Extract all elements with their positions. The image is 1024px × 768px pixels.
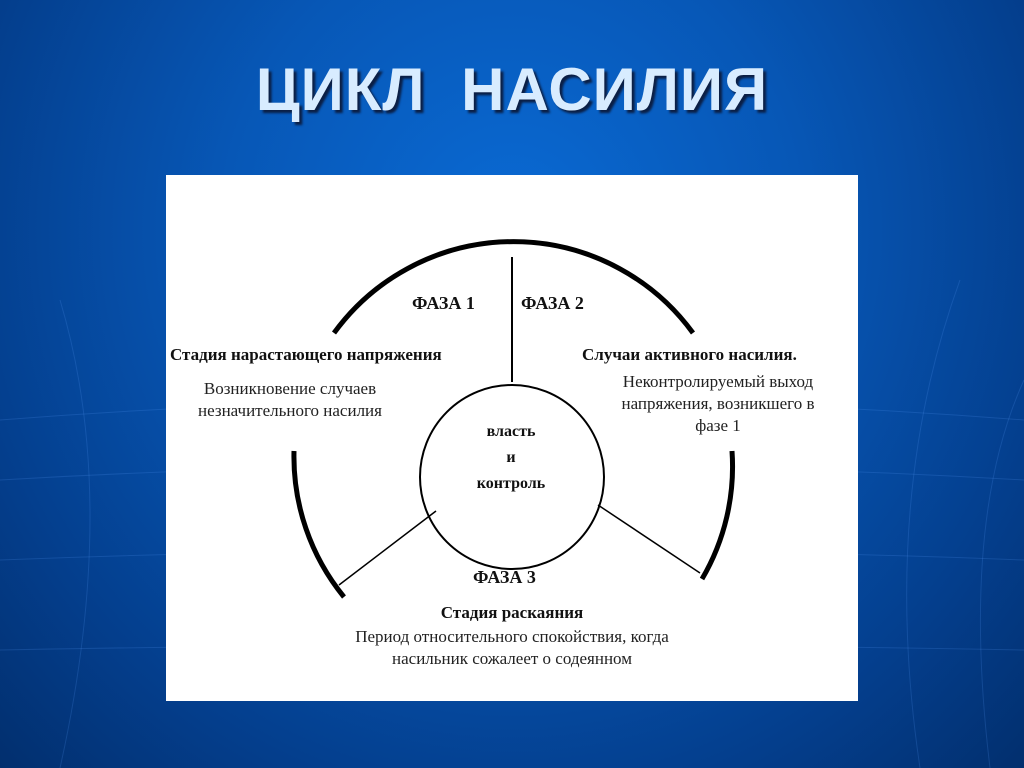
phase2-description [586,371,850,437]
phase1-desc-line1: Возникновение случаев [203,379,377,398]
phase1-label: ФАЗА 1 [412,293,475,313]
phase1-description [166,378,414,422]
phase3-description [166,626,858,670]
outer-arc-right [702,451,733,579]
center-label [441,419,581,497]
center-label-line2: и [506,449,516,466]
divider-left [339,511,436,585]
slide-title: ЦИКЛ НАСИЛИЯ [255,56,769,123]
phase3-desc-line2: насильник сожалеет о содеянном [392,649,632,668]
phase3-label: ФАЗА 3 [473,567,536,587]
diagram-panel [166,175,858,701]
phase3-desc-line1: Период относительного спокойствия, когда [355,627,669,646]
phase2-desc-line3: фазе 1 [695,416,741,435]
outer-arc-bottom [294,451,344,597]
outer-arc-top [334,242,693,333]
divider-right [598,505,700,573]
phase2-title: Случаи активного насилия. [582,345,797,364]
phase1-title: Стадия нарастающего напряжения [170,345,442,364]
phase2-desc-line1: Неконтролируемый выход [622,372,814,391]
phase1-desc-line2: незначительного насилия [198,401,382,420]
phase3-title: Стадия раскаяния [440,603,584,622]
phase2-desc-line2: напряжения, возникшего в [621,394,815,413]
center-label-line3: контроль [476,475,546,492]
center-label-line1: власть [486,423,536,440]
phase2-label: ФАЗА 2 [521,293,584,313]
